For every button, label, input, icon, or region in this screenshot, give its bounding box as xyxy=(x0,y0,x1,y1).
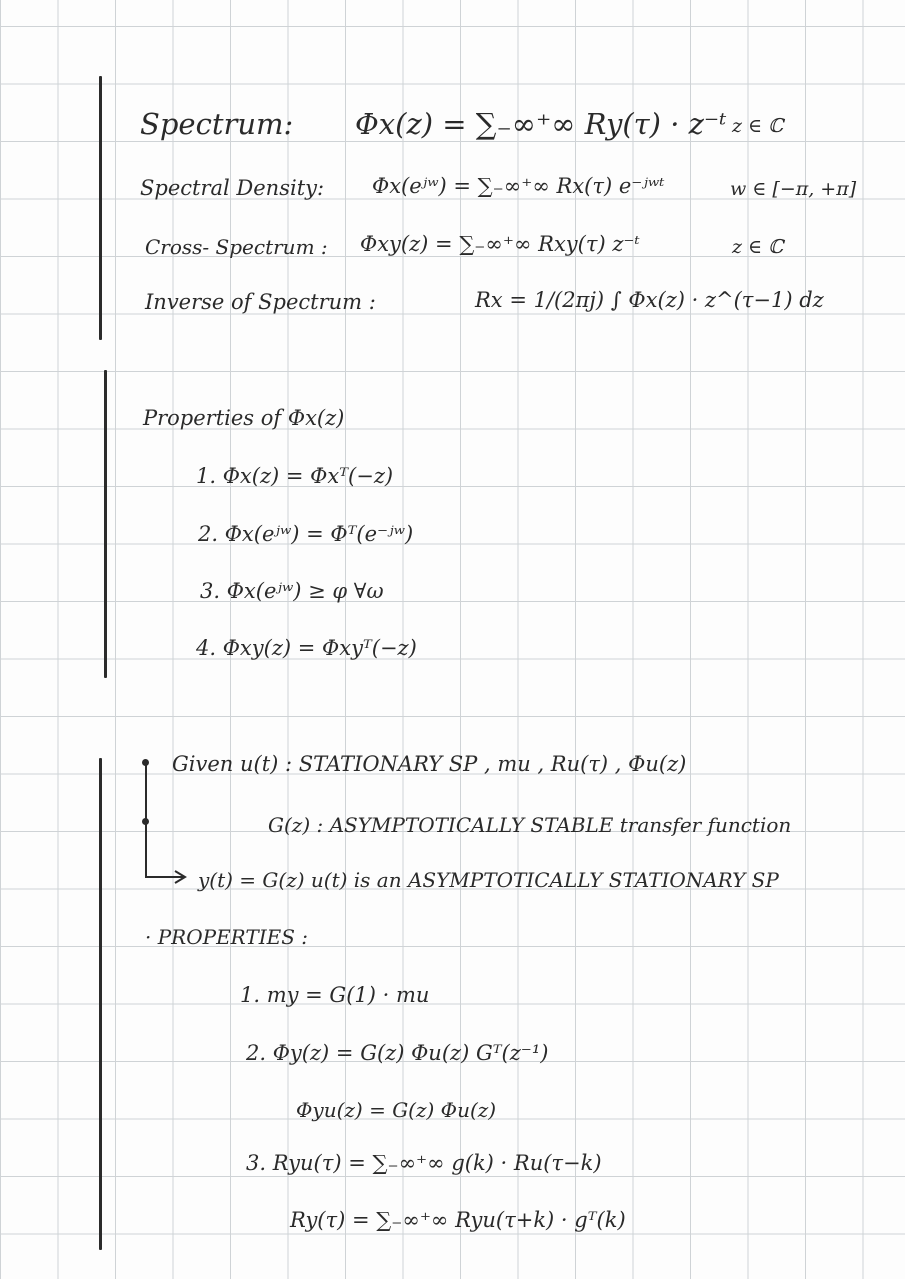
inverse-spectrum-formula: Rx = 1/(2πj) ∫ Φx(z) · z^(τ−1) dz xyxy=(475,288,824,312)
property-item-3: 3. Φx(eʲʷ) ≥ φ ∀ω xyxy=(200,579,384,603)
output-property-3b: Ry(τ) = ∑₋∞⁺∞ Ryu(τ+k) · gᵀ(k) xyxy=(290,1208,626,1232)
property-item-4: 4. Φxy(z) = Φxyᵀ(−z) xyxy=(196,636,417,660)
output-property-2b: Φyu(z) = G(z) Φu(z) xyxy=(296,1098,497,1122)
cross-spectrum-formula: Φxy(z) = ∑₋∞⁺∞ Rxy(τ) z⁻ᵗ xyxy=(360,232,640,256)
spectrum-domain: z ∈ ℂ xyxy=(732,115,784,137)
cross-spectrum-domain: z ∈ ℂ xyxy=(732,236,784,258)
properties-title: Properties of Φx(z) xyxy=(143,406,345,430)
given-line-2: G(z) : ASYMPTOTICALLY STABLE transfer function xyxy=(268,813,792,837)
output-property-1: 1. my = G(1) · mu xyxy=(240,983,430,1007)
spectral-density-domain: w ∈ [−π, +π] xyxy=(730,178,857,200)
spectral-density-formula: Φx(eʲʷ) = ∑₋∞⁺∞ Rx(τ) e⁻ʲʷᵗ xyxy=(372,174,665,198)
section-3-margin-bar xyxy=(99,758,102,1250)
spectral-density-label: Spectral Density: xyxy=(140,176,325,200)
cross-spectrum-label: Cross- Spectrum : xyxy=(145,235,328,259)
section-1-margin-bar xyxy=(99,76,102,340)
spectrum-label: Spectrum: xyxy=(140,107,294,141)
arrow-stem xyxy=(145,762,147,876)
spectrum-formula: Φx(z) = ∑₋∞⁺∞ Ry(τ) · z⁻ᵗ xyxy=(355,107,727,141)
given-line-1: Given u(t) : STATIONARY SP , mu , Ru(τ) , Φu(z) xyxy=(172,752,687,776)
arrow-icon xyxy=(145,869,189,885)
property-item-2: 2. Φx(eʲʷ) = Φᵀ(e⁻ʲʷ) xyxy=(198,522,414,546)
property-item-1: 1. Φx(z) = Φxᵀ(−z) xyxy=(196,464,394,488)
inverse-spectrum-label: Inverse of Spectrum : xyxy=(145,290,376,314)
properties-label: · PROPERTIES : xyxy=(145,925,309,949)
output-property-2: 2. Φy(z) = G(z) Φu(z) Gᵀ(z⁻¹) xyxy=(246,1041,549,1065)
section-2-margin-bar xyxy=(104,370,107,678)
output-property-3: 3. Ryu(τ) = ∑₋∞⁺∞ g(k) · Ru(τ−k) xyxy=(246,1151,602,1175)
result-line: y(t) = G(z) u(t) is an ASYMPTOTICALLY STATIONARY SP xyxy=(198,868,779,892)
